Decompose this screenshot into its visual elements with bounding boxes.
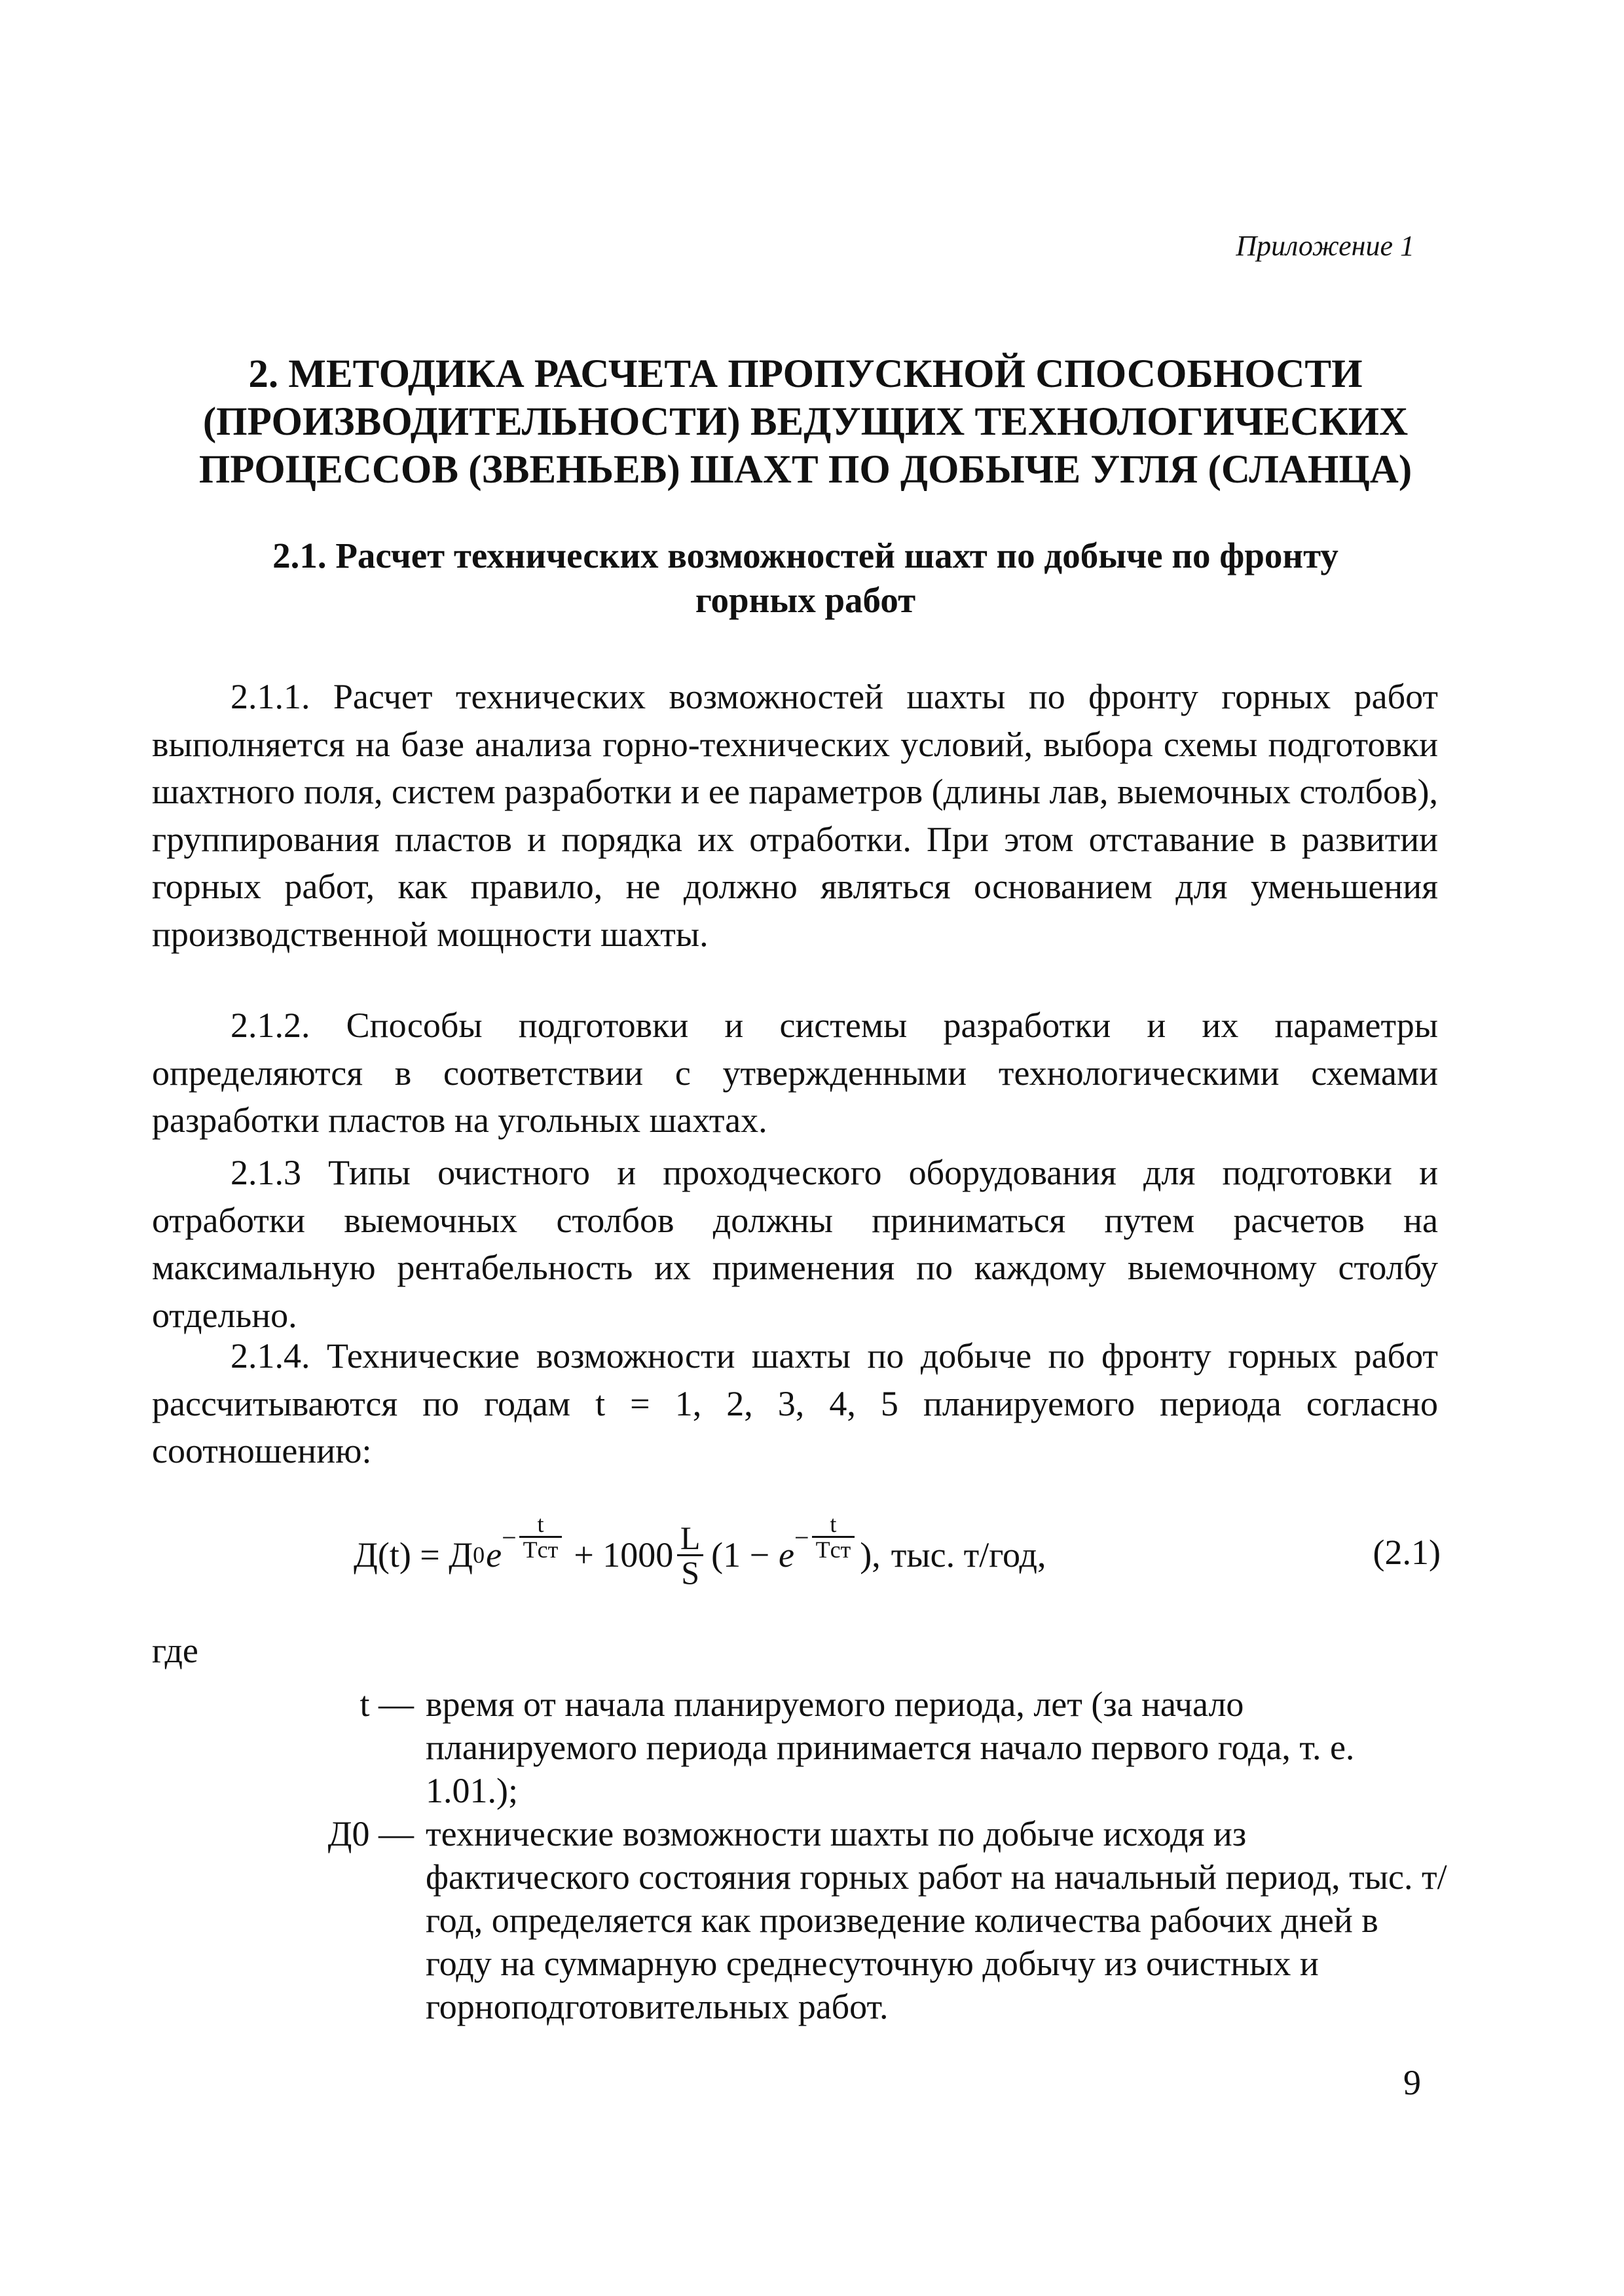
definition-t xyxy=(152,1683,1462,1812)
formula-2-1 xyxy=(354,1506,1205,1604)
appendix-label: Приложение 1 xyxy=(1236,230,1414,262)
formula-exp-den-2: Tст xyxy=(812,1536,855,1561)
definition-term: Д0 — xyxy=(327,1814,414,1853)
section-title: 2.1. Расчет технических возможностей шахт по добыче по фронту горных работ xyxy=(272,536,1338,620)
paragraph-2-1-1: 2.1.1. Расчет технических возможностей шахты по фронту горных работ выполняется на базе анализа горно-технических условий, выбора схемы подготовки шахтного поля, систем разработки и ее параметров (длины лав, выемочных столбов), группирования пластов и порядка их отработки. При этом отставание в развитии горных работ, как правило, не должно являться основанием для уменьшения производственной мощности шахты. xyxy=(152,677,1438,954)
formula-frac-den: S xyxy=(677,1554,703,1589)
page-number: 9 xyxy=(1403,2063,1421,2102)
paragraph-2-1-2: 2.1.2. Способы подготовки и системы разработки и их параметры определяются в соответствии с утвержденными технологическими схемами разработки пластов на угольных шахтах. xyxy=(152,1006,1438,1140)
formula-exp-den-1: Tст xyxy=(519,1536,563,1561)
paragraph-2-1-3: 2.1.3 Типы очистного и проходческого оборудования для подготовки и отработки выемочных столбов должны приниматься путем расчетов на максимальную рентабельность их применения по каждому выемочному столбу отдельно. xyxy=(152,1153,1438,1335)
paragraph-2-1-4: 2.1.4. Технические возможности шахты по добыче по фронту горных работ рассчитываются по годам t = 1, 2, 3, 4, 5 планируемого периода согласно соотношению: xyxy=(152,1336,1438,1470)
formula-exp-num-2: t xyxy=(830,1510,837,1537)
formula-exp-minus-2: − xyxy=(794,1523,809,1552)
main-title: 2. МЕТОДИКА РАСЧЕТА ПРОПУСКНОЙ СПОСОБНОСТИ (ПРОИЗВОДИТЕЛЬНОСТИ) ВЕДУЩИХ ТЕХНОЛОГИЧЕСКИХ ПРОЦЕССОВ (ЗВЕНЬЕВ) ШАХТ ПО ДОБЫЧЕ УГЛЯ (СЛАНЦА) xyxy=(198,352,1412,492)
formula-exp-base-1: e xyxy=(486,1535,502,1575)
formula-exponent-1 xyxy=(519,1512,563,1561)
formula-lhs: Д(t) = Д xyxy=(354,1535,473,1575)
equation-number: (2.1) xyxy=(1373,1533,1441,1572)
formula-exp-num-1: t xyxy=(537,1510,544,1537)
formula-exponent-2 xyxy=(812,1512,855,1561)
definitions-list xyxy=(152,1683,1462,2028)
definition-text: время от начала планируемого периода, лет (за начало планируемого периода принимается начало первого года, т. е. 1.01.); xyxy=(426,1685,1355,1810)
formula-plus-term: + 1000 xyxy=(574,1535,674,1575)
formula-open-paren: (1 − xyxy=(711,1535,770,1575)
formula-units: тыс. т/год, xyxy=(891,1535,1046,1575)
definition-term: t — xyxy=(360,1685,414,1724)
formula-exp-base-2: e xyxy=(779,1535,795,1575)
formula-exp-minus-1: − xyxy=(502,1523,517,1552)
where-label: где xyxy=(152,1631,198,1670)
formula-fraction xyxy=(677,1519,703,1591)
definition-d0 xyxy=(152,1812,1462,2028)
definition-text: технические возможности шахты по добыче исходя из фактического состояния горных работ на начальный период, тыс. т/год, определяется как произведение количества рабочих дней в году на суммарную среднесуточную добычу из очистных и горноподготовительных работ. xyxy=(426,1814,1447,2026)
formula-frac-num: L xyxy=(680,1519,701,1556)
formula-lhs-subscript: 0 xyxy=(473,1542,485,1568)
formula-close-paren: ), xyxy=(860,1535,881,1575)
